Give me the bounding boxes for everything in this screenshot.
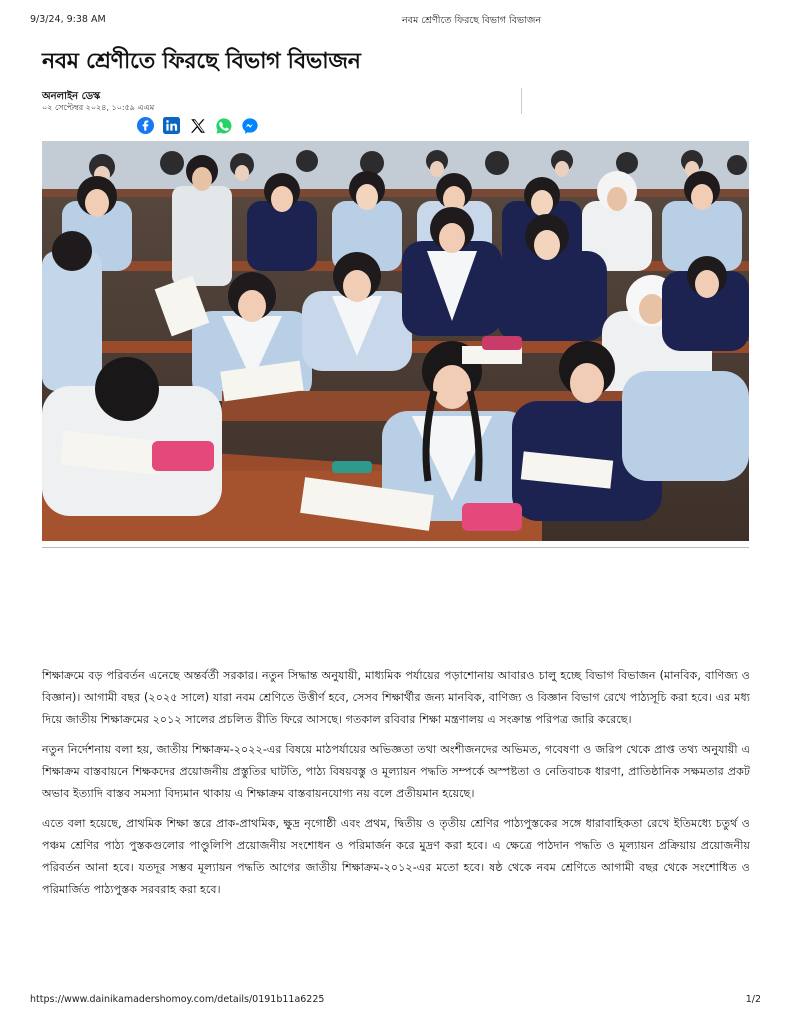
photo-divider (42, 547, 749, 548)
page-number: 1/2 (745, 994, 761, 1005)
exam-hall-illustration (42, 141, 749, 541)
article-paragraph: নতুন নির্দেশনায় বলা হয়, জাতীয় শিক্ষাক্রম-২০২২-এর বিষয়ে মাঠপর্যায়ের অভিজ্ঞতা তথা অংশীজনদের অভিমত, গবেষণা ও জরিপ থেকে প্রাপ্ত তথ্য অনুযায়ী এ শিক্ষাক্রম বাস্তবায়নে শিক্ষকদের প্রয়োজনীয় প্রস্তুতির ঘাটতি, পাঠ্য বিষয়বস্তু ও মূল্যায়ন পদ্ধতি সম্পর্কে অস্পষ্টতা ও নেতিবাচক ধারণা, প্রাতিষ্ঠানিক সক্ষমতার প্রকট অভাব ইত্যাদি বাস্তব সমস্যা বিদ্যমান থাকায় এ শিক্ষাক্রম বাস্তবায়নযোগ্য নয় বলে প্রতীয়মান হয়েছে। (42, 743, 750, 800)
print-header (30, 14, 761, 28)
article-photo (42, 141, 749, 541)
article-paragraph: শিক্ষাক্রমে বড় পরিবর্তন এনেছে অন্তর্বর্তী সরকার। নতুন সিদ্ধান্ত অনুযায়ী, মাধ্যমিক পর্যায়ের পড়াশোনায় আবারও চালু হচ্ছে বিভাগ বিভাজন (মানবিক, বাণিজ্য ও বিজ্ঞান)। আগামী বছর (২০২৫ সালে) যারা নবম শ্রেণিতে উত্তীর্ণ হবে, সেসব শিক্ষার্থীর জন্য মানবিক, বাণিজ্য ও বিজ্ঞান বিভাগ রেখে পাঠ্যসূচি করা হবে। এর মধ্য দিয়ে জাতীয় শিক্ষাক্রমের ২০১২ সালের প্রচলিত রীতি ফিরে আসছে। গতকাল রবিবার শিক্ষা মন্ত্রণালয় এ সংক্রান্ত পরিপত্র জারি করেছে। (42, 669, 750, 726)
messenger-icon[interactable] (240, 116, 259, 135)
print-page-title: নবম শ্রেণীতে ফিরছে বিভাগ বিভাজন (402, 15, 542, 26)
page-url[interactable]: https://www.dainikamadershomoy.com/details/0191b11a6225 (30, 994, 325, 1005)
facebook-icon[interactable] (136, 116, 155, 135)
header-divider (521, 88, 522, 114)
share-bar (136, 116, 259, 135)
author-name[interactable]: অনলাইন ডেস্ক (42, 91, 101, 102)
publish-time: ০২ সেপ্টেম্বর ২০২৪, ১০:৫৯ এএম (42, 103, 155, 112)
article-body (42, 665, 750, 909)
whatsapp-icon[interactable] (214, 116, 233, 135)
linkedin-icon[interactable] (162, 116, 181, 135)
article-headline: নবম শ্রেণীতে ফিরছে বিভাগ বিভাজন (42, 49, 361, 74)
x-icon[interactable] (188, 116, 207, 135)
article-paragraph: এতে বলা হয়েছে, প্রাথমিক শিক্ষা স্তরে প্রাক-প্রাথমিক, ক্ষুদ্র নৃগোষ্ঠী এবং প্রথম, দ্বিতীয় ও তৃতীয় শ্রেণির পাঠ্যপুস্তকের সঙ্গে ধারাবাহিকতা রেখে ইতিমধ্যে চতুর্থ ও পঞ্চম শ্রেণির পাঠ্য পুস্তকগুলোর পাণ্ডুলিপি প্রয়োজনীয় সংশোধন ও পরিমার্জন করে মুদ্রণ করা হবে। এ ক্ষেত্রে পাঠদান পদ্ধতি ও মূল্যায়ন প্রক্রিয়ায় প্রয়োজনীয় পরিবর্তন আনা হবে। যতদূর সম্ভব মূল্যায়ন পদ্ধতি আগের জাতীয় শিক্ষাক্রম-২০১২-এর মতো হবে। ষষ্ঠ থেকে নবম শ্রেণিতে আগামী বছর থেকে সংশোধিত ও পরিমার্জিত পাঠ্যপুস্তক সরবরাহ করা হবে। (42, 817, 750, 896)
print-datetime: 9/3/24, 9:38 AM (30, 14, 106, 25)
